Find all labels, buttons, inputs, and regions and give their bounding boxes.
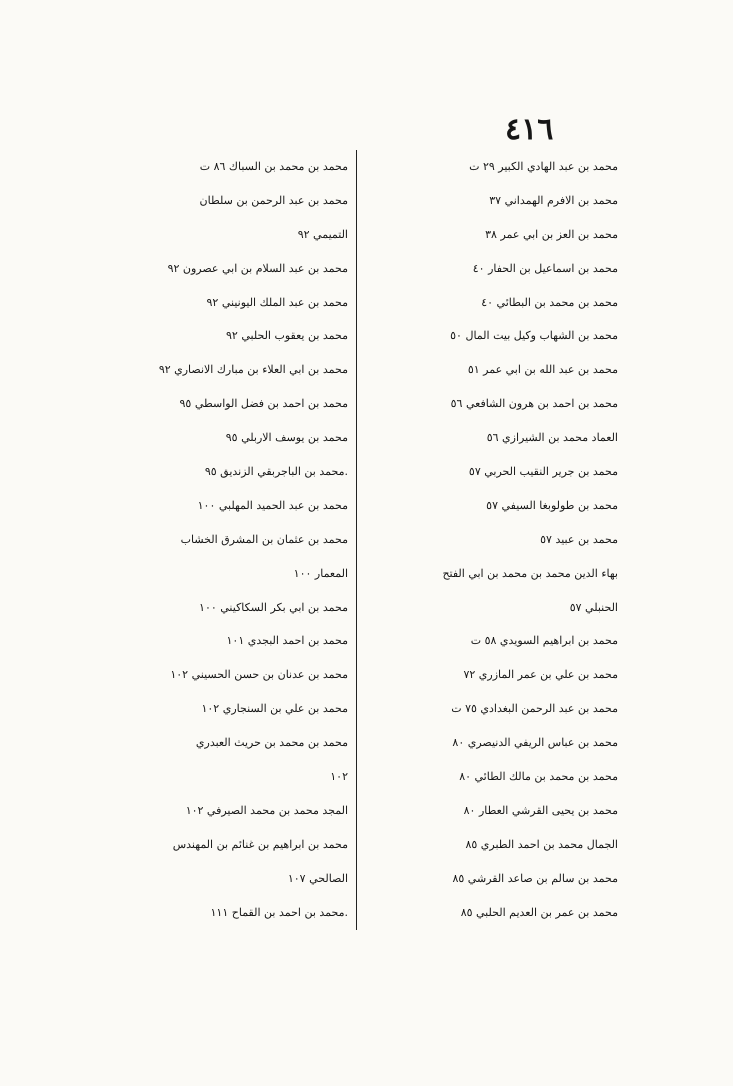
index-entry: محمد بن الشهاب وكيل بيت المال ٥٠ xyxy=(450,329,618,343)
index-entry: .محمد بن الباجربقي الزنديق ٩٥ xyxy=(204,465,348,479)
index-entry: محمد بن محمد بن البطائي ٤٠ xyxy=(481,295,618,309)
index-entry: ١٠٢ xyxy=(330,770,348,784)
index-entry: العماد محمد بن الشيرازي ٥٦ xyxy=(486,431,618,445)
index-entry: التميمي ٩٢ xyxy=(297,227,348,241)
index-entry: بهاء الدين محمد بن محمد بن ابي الفتح xyxy=(442,566,618,580)
index-entry: محمد بن عباس الريفي الدنيصري ٨٠ xyxy=(452,736,618,750)
index-entry: محمد بن الافرم الهمداني ٣٧ xyxy=(489,193,618,207)
index-entry: محمد بن عبد الحميد المهلبي ١٠٠ xyxy=(197,498,348,512)
left-column xyxy=(92,150,357,930)
index-entry: محمد بن علي بن السنجاري ١٠٢ xyxy=(201,702,348,716)
index-entry: محمد بن يعقوب الحلبي ٩٢ xyxy=(226,329,348,343)
index-entry: محمد بن ابراهيم السويدي ٥٨ ت xyxy=(470,634,618,648)
index-entry: الجمال محمد بن احمد الطبري ٨٥ xyxy=(465,837,618,851)
index-entry: محمد بن عدنان بن حسن الحسيني ١٠٢ xyxy=(170,668,348,682)
index-entry: محمد بن سالم بن صاعد القرشي ٨٥ xyxy=(452,871,618,885)
index-entry: محمد بن احمد بن هرون الشافعي ٥٦ xyxy=(450,397,618,411)
index-entry: محمد بن علي بن عمر المازري ٧٢ xyxy=(463,668,618,682)
index-entry: محمد بن محمد بن السباك ٨٦ ت xyxy=(199,160,348,173)
index-entry: الصالحي ١٠٧ xyxy=(287,871,348,885)
index-entry: محمد بن ابي بكر السكاكيني ١٠٠ xyxy=(199,600,348,614)
index-entry: .محمد بن احمد بن القماح ١١١ xyxy=(210,905,348,919)
page-number: ٤١٦ xyxy=(505,112,554,147)
index-entry: محمد بن اسماعيل بن الحفار ٤٠ xyxy=(472,261,618,275)
index-entry: محمد بن احمد البجدي ١٠١ xyxy=(226,634,348,648)
index-entry: المجد محمد بن محمد الصيرفي ١٠٢ xyxy=(185,803,348,817)
index-entry: محمد بن محمد بن حريث العبدري xyxy=(195,736,348,750)
index-entry: محمد بن ابراهيم بن غنائم بن المهندس xyxy=(172,837,348,851)
index-entry: محمد بن عثمان بن المشرق الخشاب xyxy=(180,532,348,546)
index-columns xyxy=(92,150,622,930)
index-entry: محمد بن محمد بن مالك الطائي ٨٠ xyxy=(459,770,618,784)
index-entry: محمد بن العز بن ابي عمر ٣٨ xyxy=(485,227,618,241)
index-entry: الحنبلي ٥٧ xyxy=(569,600,618,614)
index-entry: محمد بن عبد السلام بن ابي عصرون ٩٢ xyxy=(167,261,348,275)
index-entry: محمد بن يحيى القرشي العطار ٨٠ xyxy=(463,803,618,817)
index-entry: محمد بن احمد بن فضل الواسطي ٩٥ xyxy=(179,397,348,411)
index-entry: المعمار ١٠٠ xyxy=(293,566,348,580)
index-entry: محمد بن جرير النقيب الحربي ٥٧ xyxy=(468,465,618,479)
index-entry: محمد بن عبد الرحمن البغدادي ٧٥ ت xyxy=(451,702,618,716)
index-entry: محمد بن عبد الهادي الكبير ٢٩ ت xyxy=(469,160,618,173)
index-entry: محمد بن عبيد ٥٧ xyxy=(540,532,618,546)
index-entry: محمد بن عبد الله بن ابي عمر ٥١ xyxy=(467,363,618,377)
index-entry: محمد بن طولوبغا السيفي ٥٧ xyxy=(486,498,618,512)
index-entry: محمد بن عمر بن العديم الحلبي ٨٥ xyxy=(460,905,618,919)
index-entry: محمد بن عبد الملك اليونيني ٩٢ xyxy=(206,295,348,309)
index-entry: محمد بن ابي العلاء بن مبارك الانصاري ٩٢ xyxy=(158,363,348,377)
right-column xyxy=(357,150,622,930)
index-entry: محمد بن يوسف الاربلي ٩٥ xyxy=(225,431,348,445)
index-entry: محمد بن عبد الرحمن بن سلطان xyxy=(199,193,348,207)
